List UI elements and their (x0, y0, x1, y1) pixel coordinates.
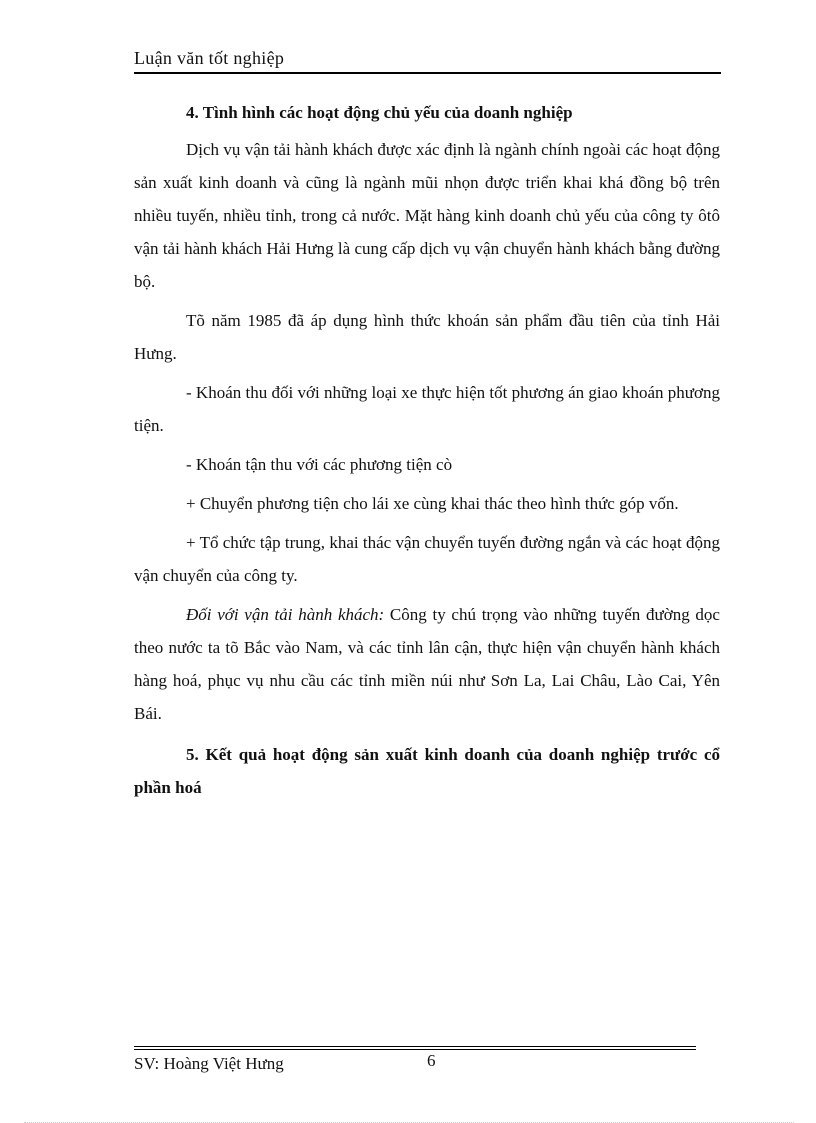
running-header: Luận văn tốt nghiệp (134, 48, 285, 68)
page-number: 6 (427, 1051, 436, 1070)
footer-rule (134, 1046, 696, 1050)
paragraph-7 (134, 598, 720, 730)
paragraph-5: + Chuyển phương tiện cho lái xe cùng khai thác theo hình thức góp vốn. (186, 494, 679, 513)
page-body (134, 96, 720, 804)
paragraph-4: - Khoán tận thu với các phương tiện cò (186, 455, 453, 474)
paragraph-1: Dịch vụ vận tải hành khách được xác định là ngành chính ngoài các hoạt động sản xuất kinh doanh và cũng là ngành mũi nhọn được triển khai khá đồng bộ trên nhiều tuyến, nhiều tỉnh, trong cả nước. Mặt hàng kinh doanh chủ yếu của công ty ôtô vận tải hành khách Hải Hưng là cung cấp dịch vụ vận chuyển hành khách bằng đường bộ. (134, 140, 720, 291)
section-5-heading: 5. Kết quả hoạt động sản xuất kinh doanh của doanh nghiệp trước cổ phần hoá (134, 745, 720, 797)
section-4-heading: 4. Tình hình các hoạt động chủ yếu của doanh nghiệp (186, 103, 573, 122)
paragraph-6: + Tổ chức tập trung, khai thác vận chuyển tuyến đường ngắn và các hoạt động vận chuyển của công ty. (134, 533, 720, 585)
paragraph-2: Tõ năm 1985 đã áp dụng hình thức khoán sản phẩm đầu tiên của tỉnh Hải Hưng. (134, 311, 720, 363)
footer-author: SV: Hoàng Việt Hưng (134, 1054, 284, 1073)
header-rule (134, 72, 721, 74)
paragraph-7-lead: Đối với vận tải hành khách: (186, 605, 385, 624)
paragraph-7-rest: Công ty chú trọng vào những tuyến đường dọc theo nước ta tõ Bắc vào Nam, và các tỉnh lân cận, thực hiện vận chuyển hành khách hàng hoá, phục vụ nhu cầu các tỉnh miền núi như Sơn La, Lai Châu, Lào Cai, Yên Bái. (134, 605, 720, 723)
paragraph-3: - Khoán thu đối với những loại xe thực hiện tốt phương án giao khoán phương tiện. (134, 383, 720, 435)
